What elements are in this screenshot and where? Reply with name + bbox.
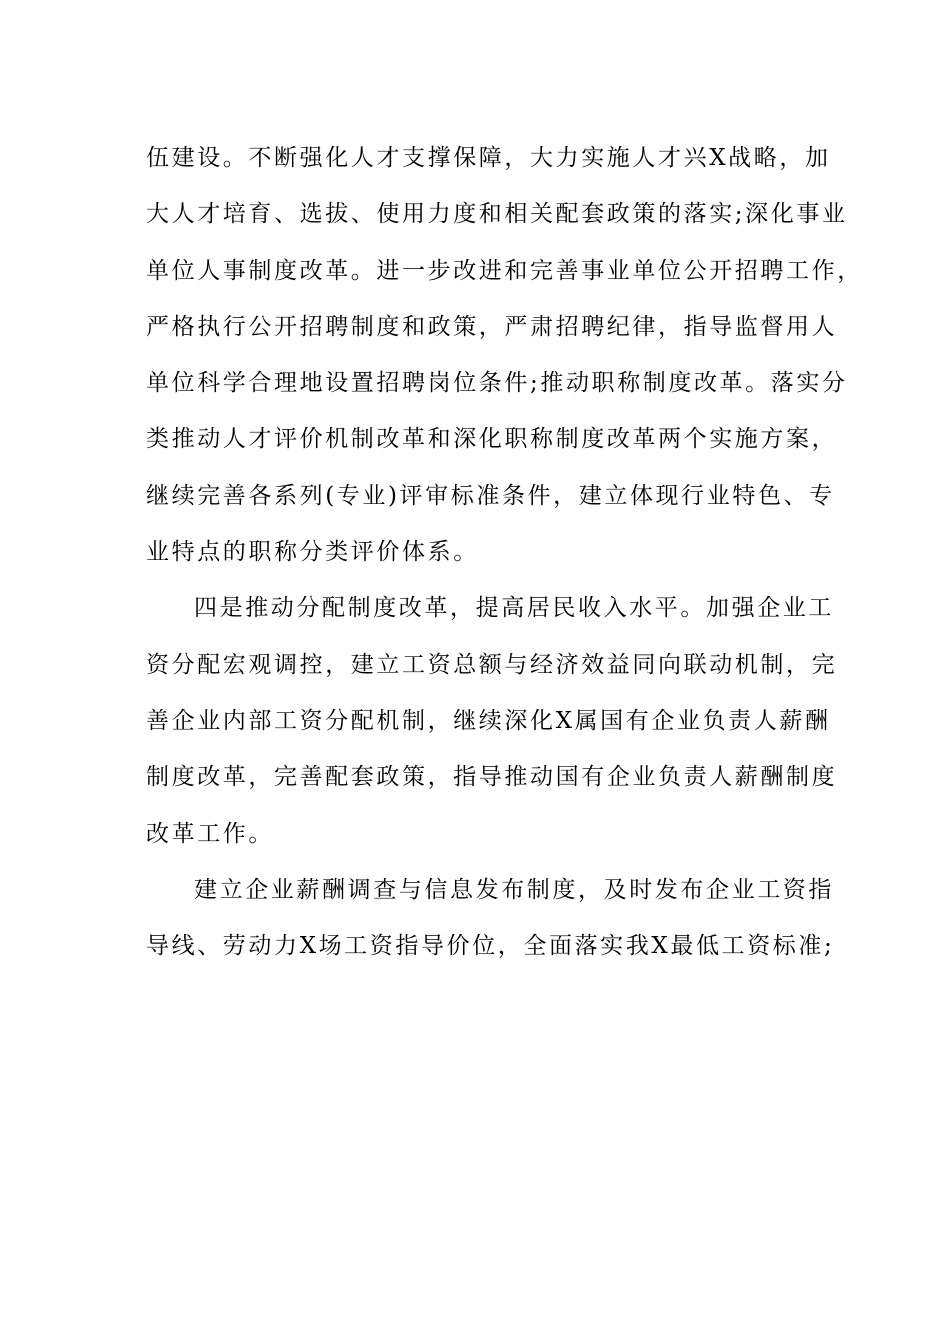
text-line: 单位科学合理地设置招聘岗位条件;推动职称制度改革。落实分 <box>146 370 848 397</box>
text-line: 资分配宏观调控，建立工资总额与经济效益同向联动机制，完 <box>146 651 838 678</box>
text-line: 大人才培育、选拔、使用力度和相关配套政策的落实;深化事业 <box>146 201 848 228</box>
text-line: 伍建设。不断强化人才支撑保障，大力实施人才兴X战略，加 <box>146 145 831 171</box>
paragraph-first-line: 四是推动分配制度改革，提高居民收入水平。加强企业工 <box>194 595 834 622</box>
text-line: 制度改革，完善配套政策，指导推动国有企业负责人薪酬制度 <box>146 764 838 791</box>
text-line: 善企业内部工资分配机制，继续深化X属国有企业负责人薪酬 <box>146 707 831 734</box>
text-line: 业特点的职称分类评价体系。 <box>146 539 479 566</box>
text-line: 继续完善各系列(专业)评审标准条件，建立体现行业特色、专 <box>146 482 835 509</box>
text-line: 单位人事制度改革。进一步改进和完善事业单位公开招聘工作， <box>146 257 863 284</box>
text-line: 改革工作。 <box>146 820 274 847</box>
text-line: 类推动人才评价机制改革和深化职称制度改革两个实施方案， <box>146 426 838 453</box>
document-body <box>146 130 863 974</box>
paragraph-first-line: 建立企业薪酬调查与信息发布制度，及时发布企业工资指 <box>194 876 834 903</box>
text-line: 导线、劳动力X场工资指导价位，全面落实我X最低工资标准; <box>146 933 835 960</box>
text-line: 严格执行公开招聘制度和政策，严肃招聘纪律，指导监督用人 <box>146 313 838 340</box>
